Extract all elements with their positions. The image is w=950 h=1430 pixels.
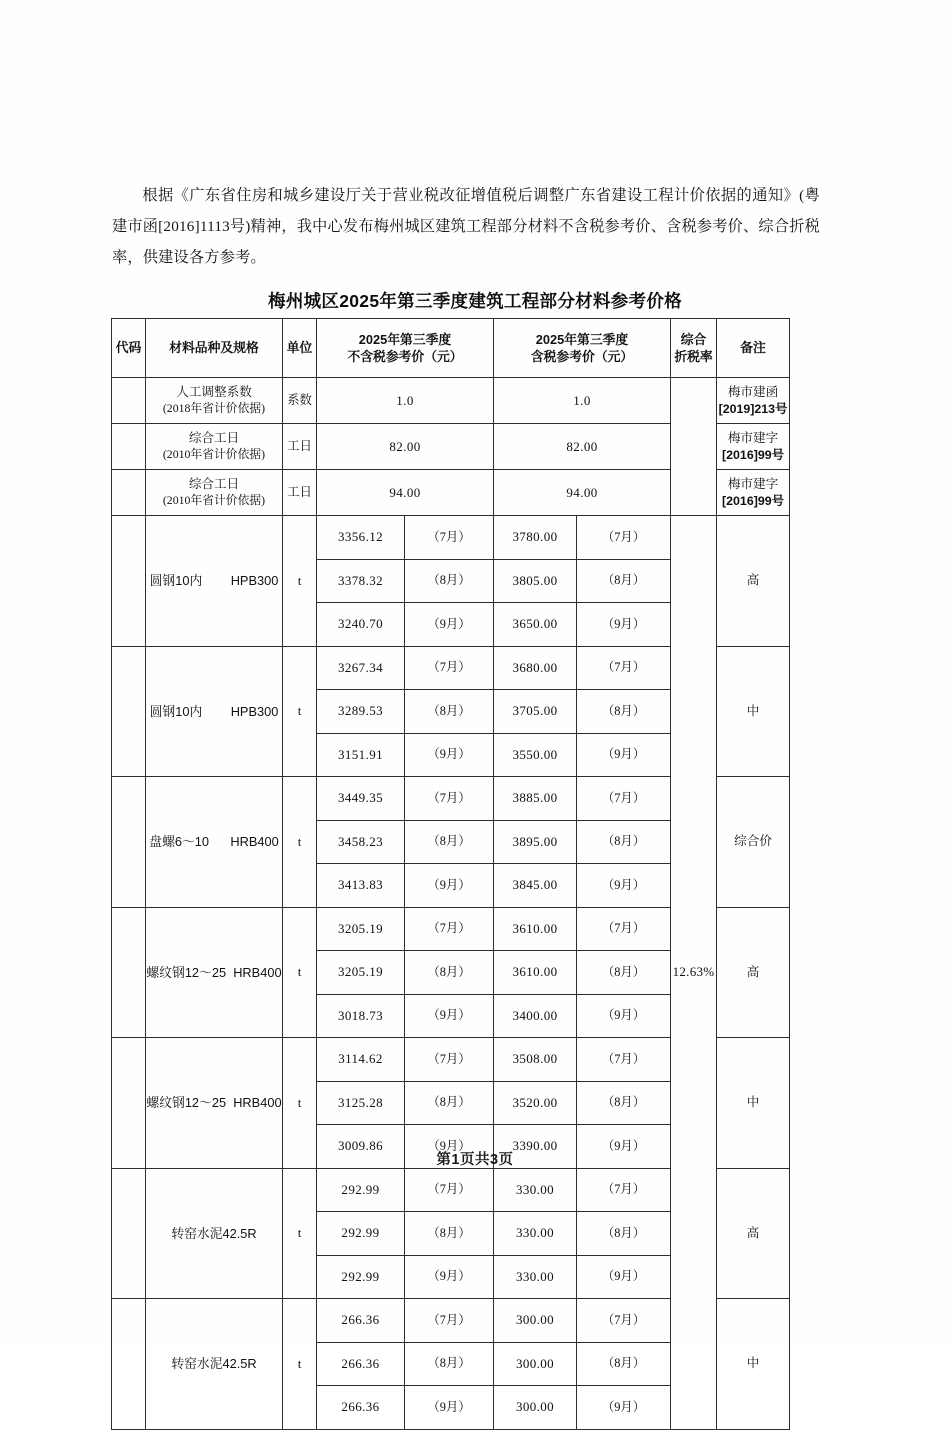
cell-no-tax-price: 3205.19 [317,951,405,995]
cell-no-tax-month: （8月） [405,690,494,734]
note-line1: 梅市建函 [727,384,779,399]
cell-note: 高 [717,516,790,647]
cell-with-tax-month: （7月） [577,516,671,560]
cell-no-tax-price: 292.99 [317,1168,405,1212]
cell-no-tax-month: （8月） [405,1212,494,1256]
page-title: 梅州城区2025年第三季度建筑工程部分材料参考价格 [268,291,682,311]
cell-material-name: 转窑水泥42.5R [146,1299,283,1430]
cell-with-tax-month: （7月） [577,777,671,821]
note-line2: [2016]99号 [722,447,785,462]
cell-no-tax-price: 3378.32 [317,559,405,603]
cell-unit: 工日 [283,470,317,516]
cell-no-tax-price: 3449.35 [317,777,405,821]
cell-with-tax-month: （9月） [577,1255,671,1299]
cell-code [112,1168,146,1299]
cell-no-tax-price: 3289.53 [317,690,405,734]
cell-with-tax-price: 300.00 [494,1386,577,1430]
material-name-sub: (2010年省计价依据) [162,493,266,508]
cell-with-tax-price: 3390.00 [494,1125,577,1169]
cell-material-name [146,424,283,470]
col-header-rate-line1: 综合 [680,331,707,347]
cell-with-tax-price: 3520.00 [494,1081,577,1125]
cell-no-tax-month: （7月） [405,646,494,690]
col-header-with-tax-price [494,319,671,378]
cell-no-tax-month: （8月） [405,559,494,603]
cell-no-tax-price: 3009.86 [317,1125,405,1169]
material-name-main: 人工调整系数 [176,385,252,400]
cell-code [112,777,146,908]
cell-no-tax-month: （7月） [405,907,494,951]
cell-with-tax-month: （9月） [577,1386,671,1430]
cell-no-tax-price: 266.36 [317,1299,405,1343]
cell-with-tax-month: （7月） [577,1168,671,1212]
cell-material-name: 螺纹钢12～25 HRB400 [146,907,283,1038]
cell-with-tax-price: 330.00 [494,1255,577,1299]
cell-code [112,1299,146,1430]
cell-with-tax-price: 3845.00 [494,864,577,908]
cell-no-tax-price: 266.36 [317,1342,405,1386]
cell-with-tax-price: 3885.00 [494,777,577,821]
cell-no-tax-month: （8月） [405,1081,494,1125]
col-header-no-tax-line1: 2025年第三季度 [358,331,452,347]
cell-no-tax-price: 82.00 [317,424,494,470]
col-header-code: 代码 [112,319,146,378]
cell-with-tax-month: （8月） [577,951,671,995]
cell-unit: t [283,1299,317,1430]
cell-with-tax-month: （7月） [577,907,671,951]
cell-with-tax-month: （9月） [577,733,671,777]
cell-note [717,470,790,516]
cell-no-tax-price: 3458.23 [317,820,405,864]
cell-no-tax-month: （8月） [405,1342,494,1386]
cell-no-tax-price: 1.0 [317,378,494,424]
cell-material-name: 圆钢10内 HPB300 [146,516,283,647]
cell-with-tax-price: 3895.00 [494,820,577,864]
cell-no-tax-month: （9月） [405,733,494,777]
cell-no-tax-month: （7月） [405,516,494,560]
cell-with-tax-month: （9月） [577,864,671,908]
cell-material-name: 螺纹钢12～25 HRB400 [146,1038,283,1169]
col-header-unit: 单位 [283,319,317,378]
cell-note: 中 [717,1038,790,1169]
cell-with-tax-month: （8月） [577,1342,671,1386]
cell-no-tax-price: 3240.70 [317,603,405,647]
cell-no-tax-price: 3018.73 [317,994,405,1038]
cell-with-tax-price: 330.00 [494,1212,577,1256]
cell-code [112,907,146,1038]
cell-with-tax-price: 3780.00 [494,516,577,560]
material-name-sub: (2018年省计价依据) [162,401,266,416]
col-header-with-tax-line1: 2025年第三季度 [535,331,629,347]
note-line2: [2019]213号 [718,401,788,416]
cell-no-tax-month: （9月） [405,603,494,647]
cell-no-tax-month: （9月） [405,1386,494,1430]
cell-no-tax-month: （7月） [405,1038,494,1082]
cell-code [112,516,146,647]
cell-with-tax-price: 3550.00 [494,733,577,777]
cell-with-tax-month: （7月） [577,1038,671,1082]
cell-no-tax-month: （9月） [405,1125,494,1169]
cell-with-tax-price: 300.00 [494,1299,577,1343]
cell-with-tax-price: 3610.00 [494,907,577,951]
cell-with-tax-price: 3400.00 [494,994,577,1038]
cell-tax-rate-blank [671,378,717,516]
table-row [112,378,790,424]
cell-no-tax-month: （9月） [405,994,494,1038]
cell-with-tax-price: 3680.00 [494,646,577,690]
cell-with-tax-month: （8月） [577,820,671,864]
col-header-rate-line2: 折税率 [674,349,713,364]
cell-no-tax-price: 3114.62 [317,1038,405,1082]
cell-material-name: 圆钢10内 HPB300 [146,646,283,777]
col-header-no-tax-price [317,319,494,378]
cell-unit: t [283,907,317,1038]
cell-note: 中 [717,1299,790,1430]
header-row [112,319,790,378]
cell-note: 综合价 [717,777,790,908]
cell-no-tax-price: 3151.91 [317,733,405,777]
cell-material-name: 盘螺6～10 HRB400 [146,777,283,908]
cell-code [112,470,146,516]
cell-unit: 系数 [283,378,317,424]
material-name-sub: (2010年省计价依据) [162,447,266,462]
col-header-note: 备注 [717,319,790,378]
cell-with-tax-price: 330.00 [494,1168,577,1212]
material-name-main: 综合工日 [188,431,240,446]
cell-no-tax-month: （8月） [405,820,494,864]
cell-with-tax-month: （7月） [577,646,671,690]
cell-unit: t [283,646,317,777]
cell-with-tax-price: 3705.00 [494,690,577,734]
cell-code [112,646,146,777]
table-row [112,516,790,560]
price-table-container [111,318,788,1430]
cell-no-tax-price: 266.36 [317,1386,405,1430]
intro-text: 根据《广东省住房和城乡建设厅关于营业税改征增值税后调整广东省建设工程计价依据的通知》(粤建市函[2016]1113号)精神，我中心发布梅州城区建筑工程部分材料不含税参考价、含税参考价、综合折税率，供建设各方参考。 [112,187,820,266]
cell-no-tax-price: 3125.28 [317,1081,405,1125]
table-header [112,319,790,378]
page-footer: 第1页共3页 [436,1152,514,1168]
cell-note [717,424,790,470]
cell-with-tax-month: （7月） [577,1299,671,1343]
cell-note: 高 [717,907,790,1038]
table-body [112,378,790,1430]
cell-with-tax-price: 300.00 [494,1342,577,1386]
cell-unit: t [283,777,317,908]
note-line2: [2016]99号 [722,493,785,508]
col-header-with-tax-line2: 含税参考价（元） [530,349,634,364]
cell-material-name [146,470,283,516]
cell-no-tax-price: 292.99 [317,1255,405,1299]
cell-note [717,378,790,424]
cell-unit: 工日 [283,424,317,470]
cell-no-tax-price: 3205.19 [317,907,405,951]
cell-with-tax-price: 3805.00 [494,559,577,603]
cell-with-tax-price: 82.00 [494,424,671,470]
cell-with-tax-price: 3508.00 [494,1038,577,1082]
cell-with-tax-month: （8月） [577,690,671,734]
col-header-material: 材料品种及规格 [146,319,283,378]
cell-with-tax-month: （9月） [577,603,671,647]
cell-with-tax-price: 3610.00 [494,951,577,995]
cell-overall-tax-rate: 12.63% [671,516,717,1430]
cell-no-tax-month: （8月） [405,951,494,995]
material-price-table [111,318,790,1430]
material-name-main: 综合工日 [188,477,240,492]
cell-no-tax-price: 292.99 [317,1212,405,1256]
cell-no-tax-month: （9月） [405,1255,494,1299]
cell-with-tax-month: （8月） [577,559,671,603]
cell-unit: t [283,516,317,647]
col-header-tax-rate [671,319,717,378]
cell-material-name: 转窑水泥42.5R [146,1168,283,1299]
intro-paragraph [112,180,820,273]
cell-no-tax-month: （7月） [405,1168,494,1212]
cell-no-tax-month: （7月） [405,777,494,821]
cell-code [112,378,146,424]
cell-no-tax-price: 94.00 [317,470,494,516]
note-line1: 梅市建字 [727,476,779,491]
cell-with-tax-month: （8月） [577,1212,671,1256]
col-header-no-tax-line2: 不含税参考价（元） [347,349,463,364]
cell-no-tax-price: 3356.12 [317,516,405,560]
cell-no-tax-price: 3413.83 [317,864,405,908]
cell-note: 中 [717,646,790,777]
cell-no-tax-price: 3267.34 [317,646,405,690]
cell-with-tax-price: 1.0 [494,378,671,424]
cell-with-tax-month: （9月） [577,1125,671,1169]
cell-no-tax-month: （9月） [405,864,494,908]
cell-note: 高 [717,1168,790,1299]
cell-no-tax-month: （7月） [405,1299,494,1343]
cell-with-tax-price: 3650.00 [494,603,577,647]
cell-with-tax-month: （9月） [577,994,671,1038]
note-line1: 梅市建字 [727,430,779,445]
cell-code [112,424,146,470]
cell-with-tax-price: 94.00 [494,470,671,516]
cell-unit: t [283,1038,317,1169]
cell-with-tax-month: （8月） [577,1081,671,1125]
cell-material-name [146,378,283,424]
cell-unit: t [283,1168,317,1299]
